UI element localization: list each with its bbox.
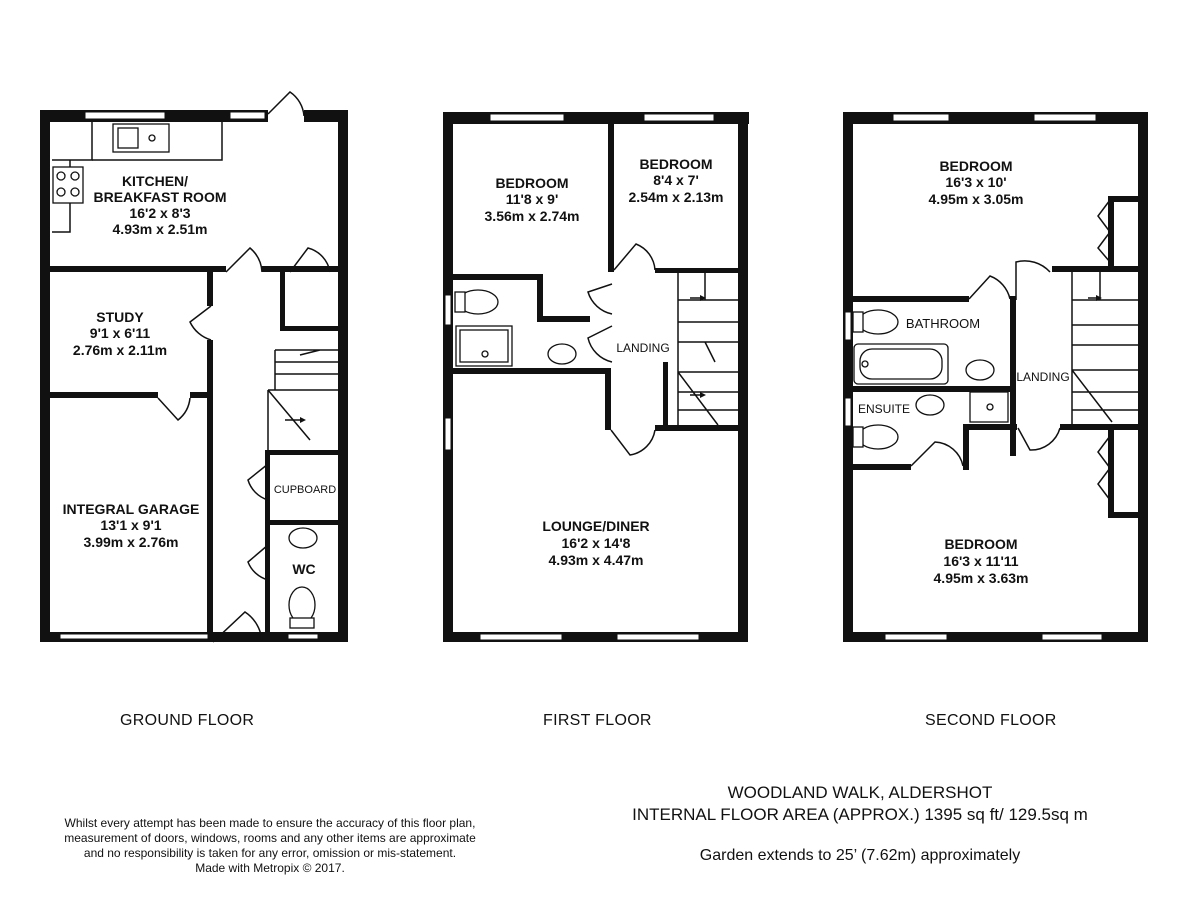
second-bedroom-top-metric: 4.95m x 3.05m [928,191,1024,207]
garden-note: Garden extends to 25’ (7.62m) approximately [699,847,1021,864]
ground-kitchen-window-2 [230,112,265,119]
ground-kitchen-wall [48,266,226,272]
second-landing-name: LANDING [1016,370,1070,384]
ground-wall-left [40,110,50,642]
first-wall-right [738,112,748,642]
kitchen-door [226,248,262,272]
disclaimer-line-1: Whilst every attempt has been made to ensure the accuracy of this floor plan, [64,816,476,830]
ground-kitchen-window [85,112,165,119]
second-stairs [1072,272,1138,424]
first-bedroom-right-imperial: 8'4 x 7' [653,172,699,188]
first-bedroom-left-metric: 3.56m x 2.74m [484,208,580,224]
kitchen-name-2: BREAKFAST ROOM [93,189,227,205]
lounge-metric: 4.93m x 4.47m [548,552,644,568]
lounge-name: LOUNGE/DINER [542,518,650,534]
first-bedroom-left-name: BEDROOM [495,175,569,191]
disclaimer [30,816,510,876]
garage-name: INTEGRAL GARAGE [62,501,200,517]
second-bedroom-bottom-name: BEDROOM [944,536,1018,552]
first-bedroom-left-imperial: 11'8 x 9' [505,191,559,207]
lounge-imperial: 16'2 x 14'8 [561,535,631,551]
first-landing-name: LANDING [616,341,670,355]
property-area: INTERNAL FLOOR AREA (APPROX.) 1395 sq ft/ 129.5sq m [632,805,1088,824]
ground-wall-right [338,110,348,642]
ground-stairs [268,350,338,450]
kitchen-metric: 4.93m x 2.51m [112,221,208,237]
ground-floor-plan [40,92,348,642]
study-name: STUDY [96,309,144,325]
garage-imperial: 13'1 x 9'1 [100,517,162,533]
ground-floor-label: GROUND FLOOR [120,712,255,729]
second-floor-plan [843,112,1148,642]
garage-internal-door [158,398,190,420]
first-bedroom-right-name: BEDROOM [639,156,713,172]
second-bedroom-bottom-imperial: 16'3 x 11'11 [943,553,1019,569]
garage-metric: 3.99m x 2.76m [83,534,179,550]
cupboard-name: CUPBOARD [273,484,337,496]
first-floor-label: FIRST FLOOR [543,712,652,729]
bathroom-name: BATHROOM [905,316,981,331]
first-bedroom-right-metric: 2.54m x 2.13m [628,189,724,205]
ground-garage-door [60,634,208,639]
second-floor-label: SECOND FLOOR [925,712,1057,729]
study-metric: 2.76m x 2.11m [72,342,168,358]
ensuite-name: ENSUITE [857,402,911,416]
ground-wc-window [288,634,318,639]
first-stairs [678,273,738,428]
kitchen-hob [53,167,83,203]
first-floor-plan [443,112,749,642]
study-imperial: 9'1 x 6'11 [89,325,151,341]
property-address: WOODLAND WALK, ALDERSHOT [727,783,993,802]
kitchen-name-1: KITCHEN/ [121,173,189,189]
disclaimer-line-2: measurement of doors, windows, rooms and any other items are approximate [64,831,476,845]
first-wall-left [443,112,453,642]
disclaimer-line-4: Made with Metropix © 2017. [195,861,345,875]
kitchen-imperial: 16'2 x 8'3 [129,205,191,221]
disclaimer-line-3: and no responsibility is taken for any error, omission or mis-statement. [83,846,457,860]
property-info [560,782,1160,826]
wc-name: WC [292,561,316,577]
ground-study-wall [48,392,158,398]
second-bedroom-bottom-metric: 4.95m x 3.63m [933,570,1029,586]
wc-basin [289,528,317,548]
second-bedroom-top-imperial: 16'3 x 10' [945,174,1007,190]
second-bedroom-top-name: BEDROOM [939,158,1013,174]
study-door [190,306,211,340]
